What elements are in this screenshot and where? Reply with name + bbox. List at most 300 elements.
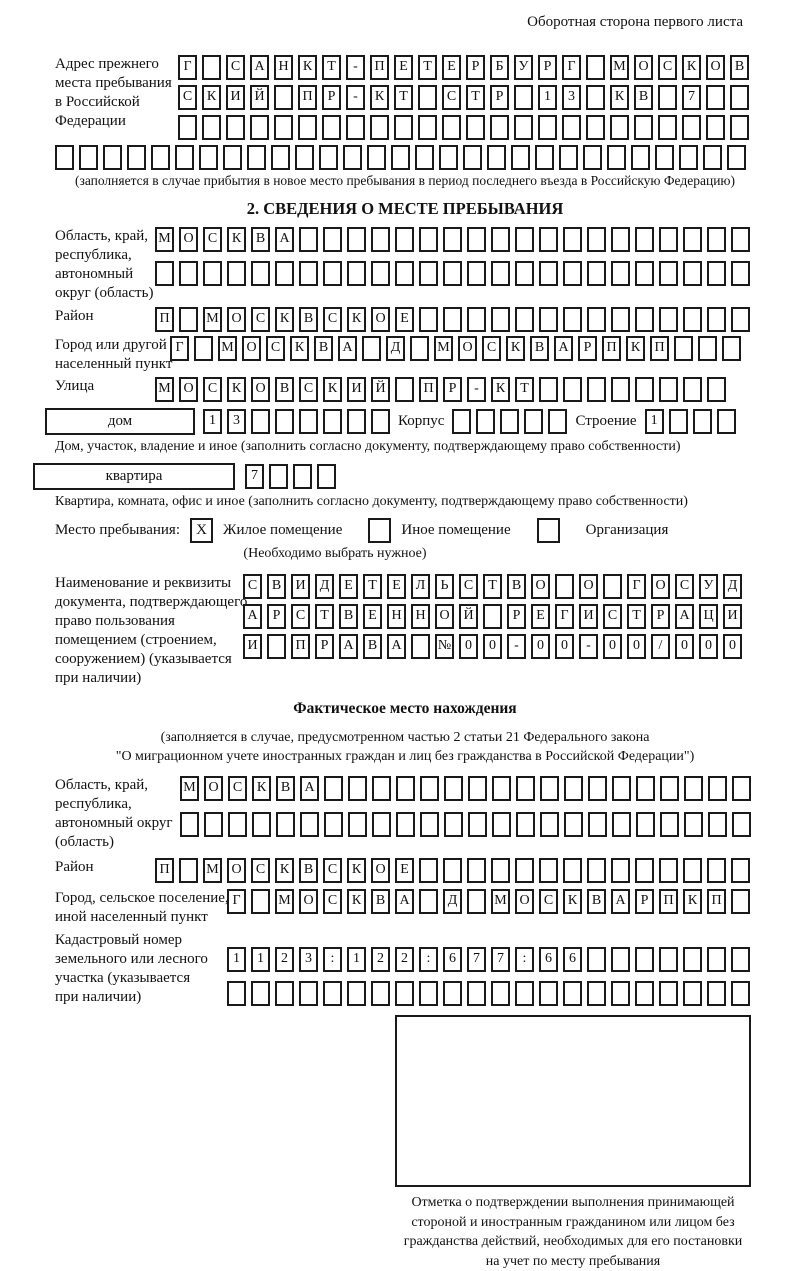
char-cell[interactable] bbox=[684, 812, 703, 837]
char-cell[interactable]: 1 bbox=[203, 409, 222, 434]
char-cell[interactable]: - bbox=[346, 85, 365, 110]
char-cell[interactable] bbox=[395, 981, 414, 1006]
char-cell[interactable]: С bbox=[658, 55, 677, 80]
char-cell[interactable]: : bbox=[515, 947, 534, 972]
char-cell[interactable]: С bbox=[482, 336, 501, 361]
char-cell[interactable] bbox=[180, 812, 199, 837]
char-cell[interactable]: : bbox=[419, 947, 438, 972]
apartment-cells[interactable] bbox=[245, 464, 336, 489]
char-cell[interactable] bbox=[251, 889, 270, 914]
char-cell[interactable]: Р bbox=[490, 85, 509, 110]
char-cell[interactable]: 0 bbox=[531, 634, 550, 659]
char-cell[interactable] bbox=[707, 947, 726, 972]
char-cell[interactable] bbox=[564, 776, 583, 801]
char-cell[interactable] bbox=[660, 812, 679, 837]
char-cell[interactable]: О bbox=[179, 377, 198, 402]
char-cell[interactable] bbox=[202, 55, 221, 80]
char-cell[interactable] bbox=[371, 227, 390, 252]
char-cell[interactable]: М bbox=[180, 776, 199, 801]
char-cell[interactable]: О bbox=[435, 604, 454, 629]
char-cell[interactable] bbox=[443, 261, 462, 286]
char-cell[interactable]: С bbox=[251, 858, 270, 883]
char-cell[interactable] bbox=[731, 947, 750, 972]
char-cell[interactable]: 2 bbox=[275, 947, 294, 972]
char-cell[interactable] bbox=[275, 981, 294, 1006]
char-cell[interactable] bbox=[515, 227, 534, 252]
char-cell[interactable]: 0 bbox=[699, 634, 718, 659]
char-cell[interactable] bbox=[395, 377, 414, 402]
char-cell[interactable]: В bbox=[530, 336, 549, 361]
char-cell[interactable] bbox=[276, 812, 295, 837]
char-cell[interactable] bbox=[372, 812, 391, 837]
char-cell[interactable] bbox=[443, 981, 462, 1006]
char-cell[interactable]: Р bbox=[322, 85, 341, 110]
char-cell[interactable]: С bbox=[178, 85, 197, 110]
char-cell[interactable] bbox=[706, 115, 725, 140]
char-cell[interactable] bbox=[419, 981, 438, 1006]
char-cell[interactable] bbox=[717, 409, 736, 434]
char-cell[interactable]: А bbox=[675, 604, 694, 629]
char-cell[interactable]: В bbox=[299, 307, 318, 332]
char-cell[interactable]: В bbox=[363, 634, 382, 659]
char-cell[interactable]: И bbox=[579, 604, 598, 629]
char-cell[interactable]: Л bbox=[411, 574, 430, 599]
char-cell[interactable] bbox=[247, 145, 266, 170]
char-cell[interactable] bbox=[611, 261, 630, 286]
char-cell[interactable] bbox=[323, 981, 342, 1006]
char-cell[interactable] bbox=[539, 261, 558, 286]
char-cell[interactable] bbox=[732, 812, 751, 837]
char-cell[interactable] bbox=[683, 227, 702, 252]
char-cell[interactable]: № bbox=[435, 634, 454, 659]
char-cell[interactable] bbox=[55, 145, 74, 170]
char-cell[interactable]: - bbox=[579, 634, 598, 659]
char-cell[interactable] bbox=[555, 574, 574, 599]
char-cell[interactable] bbox=[463, 145, 482, 170]
char-cell[interactable] bbox=[295, 145, 314, 170]
char-cell[interactable] bbox=[635, 307, 654, 332]
char-cell[interactable] bbox=[516, 812, 535, 837]
other-premises-checkbox[interactable] bbox=[368, 518, 391, 543]
char-cell[interactable]: Г bbox=[178, 55, 197, 80]
document-row-3[interactable] bbox=[243, 634, 742, 659]
char-cell[interactable]: Д bbox=[723, 574, 742, 599]
char-cell[interactable]: 0 bbox=[675, 634, 694, 659]
char-cell[interactable] bbox=[515, 858, 534, 883]
char-cell[interactable]: А bbox=[554, 336, 573, 361]
char-cell[interactable] bbox=[682, 115, 701, 140]
char-cell[interactable] bbox=[658, 85, 677, 110]
char-cell[interactable] bbox=[468, 776, 487, 801]
char-cell[interactable]: Е bbox=[339, 574, 358, 599]
char-cell[interactable]: Г bbox=[562, 55, 581, 80]
char-cell[interactable]: О bbox=[579, 574, 598, 599]
char-cell[interactable] bbox=[658, 115, 677, 140]
char-cell[interactable] bbox=[563, 377, 582, 402]
char-cell[interactable] bbox=[563, 227, 582, 252]
char-cell[interactable] bbox=[466, 115, 485, 140]
char-cell[interactable]: У bbox=[699, 574, 718, 599]
char-cell[interactable]: М bbox=[491, 889, 510, 914]
char-cell[interactable]: В bbox=[730, 55, 749, 80]
char-cell[interactable] bbox=[178, 115, 197, 140]
actual-district-row[interactable] bbox=[155, 858, 750, 883]
char-cell[interactable] bbox=[483, 604, 502, 629]
char-cell[interactable] bbox=[511, 145, 530, 170]
char-cell[interactable]: 3 bbox=[227, 409, 246, 434]
organization-checkbox[interactable] bbox=[537, 518, 560, 543]
char-cell[interactable] bbox=[635, 947, 654, 972]
char-cell[interactable] bbox=[323, 261, 342, 286]
char-cell[interactable]: К bbox=[290, 336, 309, 361]
char-cell[interactable] bbox=[371, 409, 390, 434]
char-cell[interactable] bbox=[588, 776, 607, 801]
char-cell[interactable] bbox=[612, 812, 631, 837]
char-cell[interactable] bbox=[539, 858, 558, 883]
char-cell[interactable]: С bbox=[203, 227, 222, 252]
char-cell[interactable] bbox=[491, 858, 510, 883]
char-cell[interactable]: Т bbox=[418, 55, 437, 80]
char-cell[interactable] bbox=[419, 307, 438, 332]
char-cell[interactable] bbox=[274, 85, 293, 110]
char-cell[interactable]: Б bbox=[490, 55, 509, 80]
char-cell[interactable] bbox=[634, 115, 653, 140]
char-cell[interactable] bbox=[468, 812, 487, 837]
char-cell[interactable]: 1 bbox=[251, 947, 270, 972]
char-cell[interactable] bbox=[674, 336, 693, 361]
char-cell[interactable] bbox=[635, 261, 654, 286]
char-cell[interactable] bbox=[127, 145, 146, 170]
char-cell[interactable]: 1 bbox=[227, 947, 246, 972]
char-cell[interactable] bbox=[635, 227, 654, 252]
char-cell[interactable]: А bbox=[250, 55, 269, 80]
char-cell[interactable]: А bbox=[611, 889, 630, 914]
char-cell[interactable]: В bbox=[267, 574, 286, 599]
char-cell[interactable] bbox=[611, 981, 630, 1006]
char-cell[interactable] bbox=[683, 307, 702, 332]
char-cell[interactable] bbox=[631, 145, 650, 170]
char-cell[interactable] bbox=[299, 227, 318, 252]
char-cell[interactable]: С bbox=[266, 336, 285, 361]
char-cell[interactable]: К bbox=[252, 776, 271, 801]
street-row[interactable] bbox=[155, 377, 726, 402]
char-cell[interactable] bbox=[611, 858, 630, 883]
city-row[interactable] bbox=[170, 336, 741, 361]
char-cell[interactable]: С bbox=[459, 574, 478, 599]
char-cell[interactable]: Н bbox=[411, 604, 430, 629]
char-cell[interactable]: П bbox=[155, 307, 174, 332]
char-cell[interactable]: К bbox=[563, 889, 582, 914]
char-cell[interactable] bbox=[299, 261, 318, 286]
char-cell[interactable]: О bbox=[242, 336, 261, 361]
char-cell[interactable] bbox=[708, 812, 727, 837]
char-cell[interactable] bbox=[467, 307, 486, 332]
char-cell[interactable]: 1 bbox=[645, 409, 664, 434]
char-cell[interactable]: Е bbox=[395, 307, 414, 332]
char-cell[interactable]: 0 bbox=[627, 634, 646, 659]
char-cell[interactable] bbox=[659, 227, 678, 252]
char-cell[interactable] bbox=[194, 336, 213, 361]
char-cell[interactable] bbox=[708, 776, 727, 801]
char-cell[interactable]: Т bbox=[483, 574, 502, 599]
char-cell[interactable]: 3 bbox=[299, 947, 318, 972]
char-cell[interactable]: - bbox=[467, 377, 486, 402]
char-cell[interactable]: К bbox=[610, 85, 629, 110]
char-cell[interactable] bbox=[419, 227, 438, 252]
document-row-2[interactable] bbox=[243, 604, 742, 629]
char-cell[interactable]: И bbox=[243, 634, 262, 659]
char-cell[interactable]: 7 bbox=[682, 85, 701, 110]
char-cell[interactable] bbox=[707, 261, 726, 286]
char-cell[interactable] bbox=[362, 336, 381, 361]
char-cell[interactable] bbox=[732, 776, 751, 801]
char-cell[interactable] bbox=[347, 227, 366, 252]
char-cell[interactable]: Ц bbox=[699, 604, 718, 629]
char-cell[interactable]: Т bbox=[322, 55, 341, 80]
char-cell[interactable]: Ь bbox=[435, 574, 454, 599]
char-cell[interactable]: В bbox=[299, 858, 318, 883]
char-cell[interactable] bbox=[635, 858, 654, 883]
char-cell[interactable] bbox=[636, 812, 655, 837]
char-cell[interactable]: Р bbox=[507, 604, 526, 629]
char-cell[interactable] bbox=[707, 227, 726, 252]
char-cell[interactable] bbox=[324, 812, 343, 837]
char-cell[interactable]: А bbox=[275, 227, 294, 252]
char-cell[interactable]: 2 bbox=[395, 947, 414, 972]
char-cell[interactable]: П bbox=[659, 889, 678, 914]
char-cell[interactable]: В bbox=[251, 227, 270, 252]
district-row[interactable] bbox=[155, 307, 750, 332]
char-cell[interactable]: Е bbox=[394, 55, 413, 80]
char-cell[interactable]: М bbox=[155, 377, 174, 402]
char-cell[interactable] bbox=[703, 145, 722, 170]
char-cell[interactable] bbox=[612, 776, 631, 801]
char-cell[interactable] bbox=[323, 409, 342, 434]
char-cell[interactable] bbox=[683, 261, 702, 286]
char-cell[interactable]: Д bbox=[443, 889, 462, 914]
actual-region-row-2[interactable] bbox=[180, 812, 751, 837]
char-cell[interactable] bbox=[223, 145, 242, 170]
char-cell[interactable] bbox=[371, 981, 390, 1006]
char-cell[interactable] bbox=[693, 409, 712, 434]
char-cell[interactable]: С bbox=[323, 307, 342, 332]
char-cell[interactable] bbox=[722, 336, 741, 361]
char-cell[interactable] bbox=[490, 115, 509, 140]
char-cell[interactable] bbox=[515, 261, 534, 286]
char-cell[interactable]: С bbox=[539, 889, 558, 914]
char-cell[interactable] bbox=[659, 981, 678, 1006]
char-cell[interactable] bbox=[659, 307, 678, 332]
stroenie-cells[interactable] bbox=[645, 409, 736, 434]
char-cell[interactable] bbox=[395, 227, 414, 252]
char-cell[interactable] bbox=[467, 981, 486, 1006]
char-cell[interactable] bbox=[251, 261, 270, 286]
char-cell[interactable]: Й bbox=[250, 85, 269, 110]
char-cell[interactable]: П bbox=[602, 336, 621, 361]
char-cell[interactable]: В bbox=[275, 377, 294, 402]
char-cell[interactable]: М bbox=[218, 336, 237, 361]
char-cell[interactable] bbox=[322, 115, 341, 140]
char-cell[interactable]: К bbox=[275, 307, 294, 332]
char-cell[interactable] bbox=[539, 377, 558, 402]
char-cell[interactable] bbox=[251, 409, 270, 434]
char-cell[interactable] bbox=[727, 145, 746, 170]
char-cell[interactable] bbox=[659, 947, 678, 972]
char-cell[interactable] bbox=[563, 981, 582, 1006]
char-cell[interactable] bbox=[698, 336, 717, 361]
char-cell[interactable]: О bbox=[706, 55, 725, 80]
char-cell[interactable] bbox=[394, 115, 413, 140]
char-cell[interactable] bbox=[491, 307, 510, 332]
char-cell[interactable] bbox=[611, 227, 630, 252]
char-cell[interactable] bbox=[227, 261, 246, 286]
char-cell[interactable] bbox=[226, 115, 245, 140]
char-cell[interactable] bbox=[731, 307, 750, 332]
char-cell[interactable]: В bbox=[276, 776, 295, 801]
char-cell[interactable]: В bbox=[371, 889, 390, 914]
char-cell[interactable] bbox=[731, 981, 750, 1006]
char-cell[interactable] bbox=[500, 409, 519, 434]
char-cell[interactable] bbox=[586, 55, 605, 80]
char-cell[interactable]: К bbox=[227, 227, 246, 252]
char-cell[interactable]: 7 bbox=[491, 947, 510, 972]
char-cell[interactable] bbox=[587, 227, 606, 252]
char-cell[interactable]: Е bbox=[363, 604, 382, 629]
char-cell[interactable]: К bbox=[506, 336, 525, 361]
char-cell[interactable] bbox=[370, 115, 389, 140]
char-cell[interactable]: 6 bbox=[443, 947, 462, 972]
char-cell[interactable] bbox=[348, 776, 367, 801]
char-cell[interactable]: О bbox=[531, 574, 550, 599]
char-cell[interactable]: П bbox=[155, 858, 174, 883]
char-cell[interactable] bbox=[411, 634, 430, 659]
char-cell[interactable] bbox=[371, 261, 390, 286]
char-cell[interactable]: Р bbox=[635, 889, 654, 914]
char-cell[interactable]: Т bbox=[627, 604, 646, 629]
char-cell[interactable] bbox=[203, 261, 222, 286]
char-cell[interactable]: 0 bbox=[603, 634, 622, 659]
char-cell[interactable] bbox=[444, 812, 463, 837]
char-cell[interactable]: Й bbox=[459, 604, 478, 629]
char-cell[interactable] bbox=[269, 464, 288, 489]
char-cell[interactable]: У bbox=[514, 55, 533, 80]
char-cell[interactable] bbox=[540, 812, 559, 837]
char-cell[interactable]: 1 bbox=[347, 947, 366, 972]
char-cell[interactable] bbox=[610, 115, 629, 140]
char-cell[interactable] bbox=[563, 858, 582, 883]
char-cell[interactable]: М bbox=[203, 307, 222, 332]
char-cell[interactable] bbox=[452, 409, 471, 434]
char-cell[interactable]: 6 bbox=[563, 947, 582, 972]
char-cell[interactable] bbox=[443, 307, 462, 332]
char-cell[interactable]: А bbox=[338, 336, 357, 361]
char-cell[interactable] bbox=[515, 307, 534, 332]
char-cell[interactable]: И bbox=[347, 377, 366, 402]
char-cell[interactable]: А bbox=[395, 889, 414, 914]
house-cells[interactable] bbox=[203, 409, 390, 434]
char-cell[interactable] bbox=[731, 889, 750, 914]
char-cell[interactable]: С bbox=[243, 574, 262, 599]
char-cell[interactable]: О bbox=[251, 377, 270, 402]
char-cell[interactable]: К bbox=[491, 377, 510, 402]
char-cell[interactable]: А bbox=[243, 604, 262, 629]
char-cell[interactable] bbox=[659, 261, 678, 286]
char-cell[interactable] bbox=[443, 227, 462, 252]
char-cell[interactable] bbox=[586, 85, 605, 110]
char-cell[interactable] bbox=[271, 145, 290, 170]
char-cell[interactable] bbox=[395, 261, 414, 286]
char-cell[interactable] bbox=[679, 145, 698, 170]
char-cell[interactable]: / bbox=[651, 634, 670, 659]
char-cell[interactable] bbox=[347, 261, 366, 286]
char-cell[interactable] bbox=[683, 858, 702, 883]
char-cell[interactable] bbox=[669, 409, 688, 434]
char-cell[interactable]: Р bbox=[651, 604, 670, 629]
char-cell[interactable] bbox=[299, 409, 318, 434]
char-cell[interactable]: М bbox=[610, 55, 629, 80]
char-cell[interactable]: 3 bbox=[562, 85, 581, 110]
char-cell[interactable] bbox=[487, 145, 506, 170]
char-cell[interactable]: Р bbox=[315, 634, 334, 659]
char-cell[interactable] bbox=[250, 115, 269, 140]
char-cell[interactable]: Р bbox=[267, 604, 286, 629]
char-cell[interactable]: К bbox=[347, 307, 366, 332]
char-cell[interactable]: И bbox=[723, 604, 742, 629]
char-cell[interactable]: С bbox=[442, 85, 461, 110]
char-cell[interactable] bbox=[611, 307, 630, 332]
char-cell[interactable] bbox=[274, 115, 293, 140]
char-cell[interactable] bbox=[252, 812, 271, 837]
char-cell[interactable] bbox=[659, 858, 678, 883]
char-cell[interactable] bbox=[323, 227, 342, 252]
char-cell[interactable] bbox=[660, 776, 679, 801]
char-cell[interactable]: В bbox=[507, 574, 526, 599]
prev-address-row-3[interactable] bbox=[178, 115, 749, 140]
char-cell[interactable] bbox=[539, 981, 558, 1006]
char-cell[interactable] bbox=[467, 858, 486, 883]
char-cell[interactable] bbox=[562, 115, 581, 140]
char-cell[interactable]: П bbox=[707, 889, 726, 914]
char-cell[interactable] bbox=[179, 261, 198, 286]
char-cell[interactable] bbox=[564, 812, 583, 837]
char-cell[interactable] bbox=[730, 115, 749, 140]
char-cell[interactable] bbox=[419, 858, 438, 883]
char-cell[interactable]: С bbox=[203, 377, 222, 402]
char-cell[interactable] bbox=[476, 409, 495, 434]
char-cell[interactable]: Г bbox=[555, 604, 574, 629]
char-cell[interactable] bbox=[418, 115, 437, 140]
char-cell[interactable]: 0 bbox=[555, 634, 574, 659]
char-cell[interactable]: О bbox=[179, 227, 198, 252]
char-cell[interactable] bbox=[347, 981, 366, 1006]
char-cell[interactable]: К bbox=[683, 889, 702, 914]
char-cell[interactable] bbox=[179, 858, 198, 883]
char-cell[interactable]: Т bbox=[466, 85, 485, 110]
char-cell[interactable] bbox=[251, 981, 270, 1006]
char-cell[interactable]: С bbox=[675, 574, 694, 599]
char-cell[interactable] bbox=[611, 377, 630, 402]
char-cell[interactable]: П bbox=[298, 85, 317, 110]
char-cell[interactable]: Н bbox=[274, 55, 293, 80]
char-cell[interactable] bbox=[492, 812, 511, 837]
char-cell[interactable] bbox=[539, 307, 558, 332]
char-cell[interactable] bbox=[516, 776, 535, 801]
char-cell[interactable]: О bbox=[204, 776, 223, 801]
char-cell[interactable]: М bbox=[203, 858, 222, 883]
char-cell[interactable] bbox=[347, 409, 366, 434]
char-cell[interactable] bbox=[635, 981, 654, 1006]
char-cell[interactable] bbox=[607, 145, 626, 170]
